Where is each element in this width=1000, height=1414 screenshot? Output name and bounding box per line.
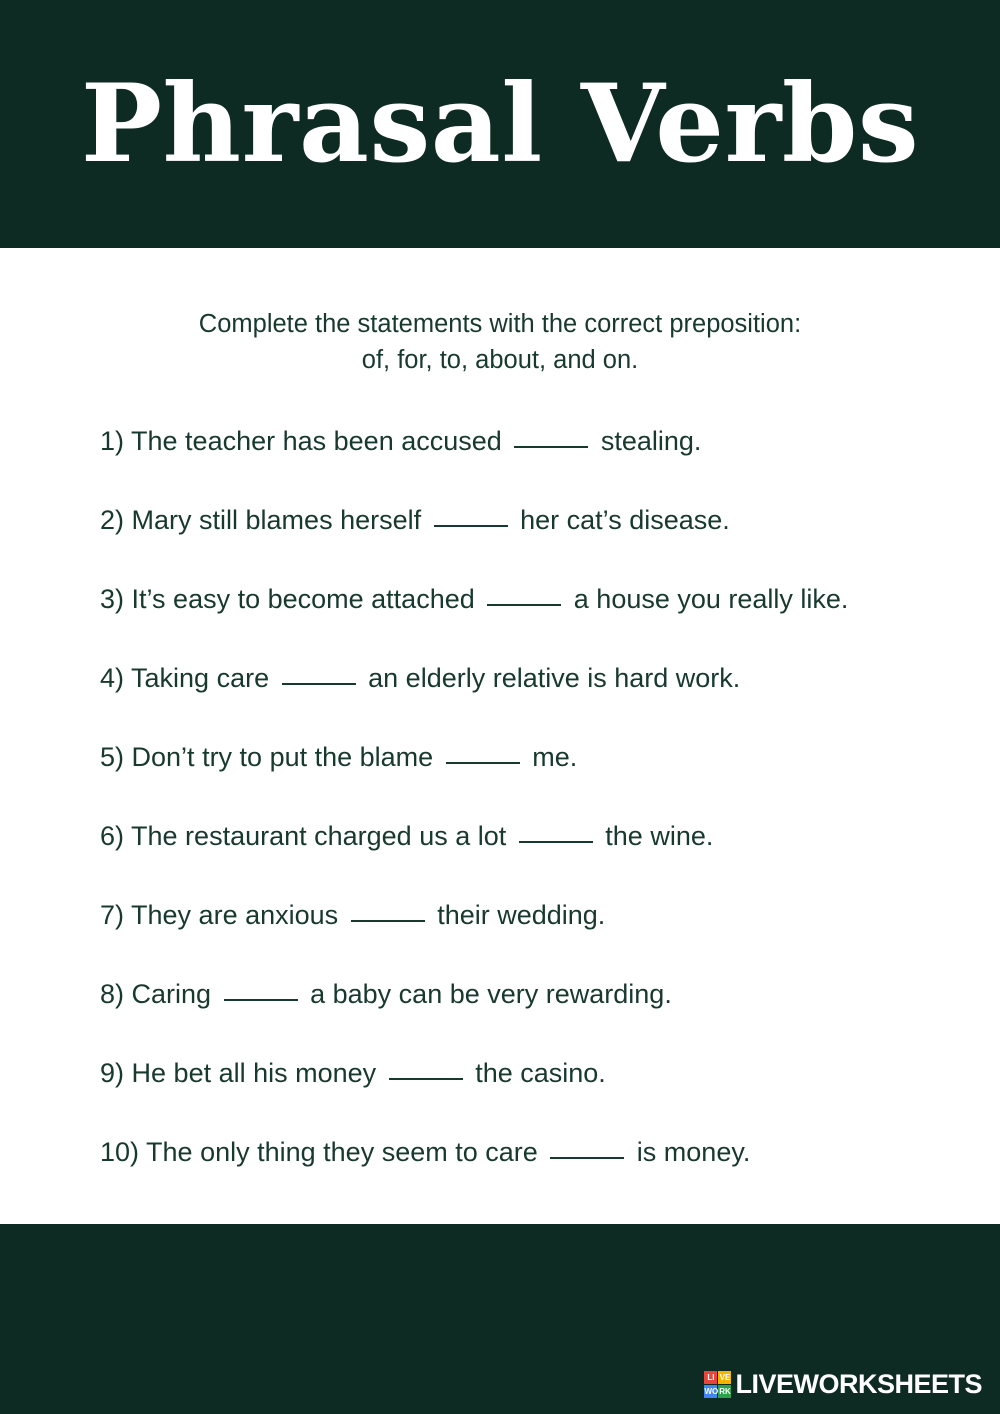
question-text-before: He bet all his money <box>131 1058 377 1089</box>
answer-blank[interactable] <box>224 979 298 1001</box>
instructions <box>0 248 1000 378</box>
question-number: 7) <box>100 900 125 931</box>
page-title: Phrasal Verbs <box>80 61 920 187</box>
question-text-after: the wine. <box>605 821 714 852</box>
question-item <box>0 821 1000 850</box>
logo-square-li: LI <box>704 1371 717 1384</box>
question-item <box>0 1137 1000 1166</box>
answer-blank[interactable] <box>519 821 593 843</box>
question-text-after: me. <box>532 742 578 773</box>
instructions-line-1: Complete the statements with the correct preposition: <box>198 310 802 338</box>
question-text-before: The restaurant charged us a lot <box>131 821 507 852</box>
question-text-after: her cat’s disease. <box>520 505 730 536</box>
answer-blank[interactable] <box>434 505 508 527</box>
question-text-after: an elderly relative is hard work. <box>368 663 741 694</box>
answer-blank[interactable] <box>282 663 356 685</box>
logo-square-ve: VE <box>719 1373 731 1382</box>
answer-blank[interactable] <box>550 1137 624 1159</box>
logo-square-wo: WO <box>704 1387 719 1396</box>
question-text-after: stealing. <box>600 426 702 457</box>
question-item <box>0 505 1000 534</box>
answer-blank[interactable] <box>446 742 520 764</box>
liveworksheets-logo-icon <box>704 1371 731 1398</box>
question-text-before: Taking care <box>131 663 270 694</box>
question-text-before: Mary still blames herself <box>131 505 422 536</box>
question-item <box>0 426 1000 455</box>
question-number: 8) <box>100 979 125 1010</box>
question-item <box>0 1058 1000 1087</box>
question-text-after: a house you really like. <box>573 584 849 615</box>
question-item <box>0 742 1000 771</box>
question-text-after: the casino. <box>475 1058 606 1089</box>
question-text-before: The teacher has been accused <box>131 426 502 457</box>
question-text-after: is money. <box>636 1137 751 1168</box>
question-text-before: It’s easy to become attached <box>131 584 475 615</box>
question-number: 10) <box>100 1137 140 1168</box>
question-number: 9) <box>100 1058 125 1089</box>
question-number: 3) <box>100 584 125 615</box>
question-item <box>0 584 1000 613</box>
brand-name: LIVEWORKSHEETS <box>735 1369 982 1399</box>
answer-blank[interactable] <box>514 426 588 448</box>
question-list <box>0 378 1000 1166</box>
question-number: 4) <box>100 663 125 694</box>
question-number: 1) <box>100 426 125 457</box>
answer-blank[interactable] <box>389 1058 463 1080</box>
question-text-after: a baby can be very rewarding. <box>310 979 672 1010</box>
question-item <box>0 663 1000 692</box>
question-text-before: They are anxious <box>131 900 339 931</box>
instructions-line-2: of, for, to, about, and on. <box>361 346 639 375</box>
question-text-before: Don’t try to put the blame <box>131 742 434 773</box>
liveworksheets-logo[interactable] <box>704 1369 982 1400</box>
question-text-after: their wedding. <box>437 900 606 931</box>
question-text-before: Caring <box>131 979 212 1010</box>
worksheet-body <box>0 248 1000 1224</box>
question-number: 2) <box>100 505 125 536</box>
question-number: 5) <box>100 742 125 773</box>
question-number: 6) <box>100 821 125 852</box>
answer-blank[interactable] <box>351 900 425 922</box>
logo-square-rk: RK <box>719 1387 731 1396</box>
footer-band <box>0 1224 1000 1414</box>
header-band <box>0 0 1000 248</box>
question-item <box>0 900 1000 929</box>
question-item <box>0 979 1000 1008</box>
answer-blank[interactable] <box>487 584 561 606</box>
question-text-before: The only thing they seem to care <box>146 1137 538 1168</box>
